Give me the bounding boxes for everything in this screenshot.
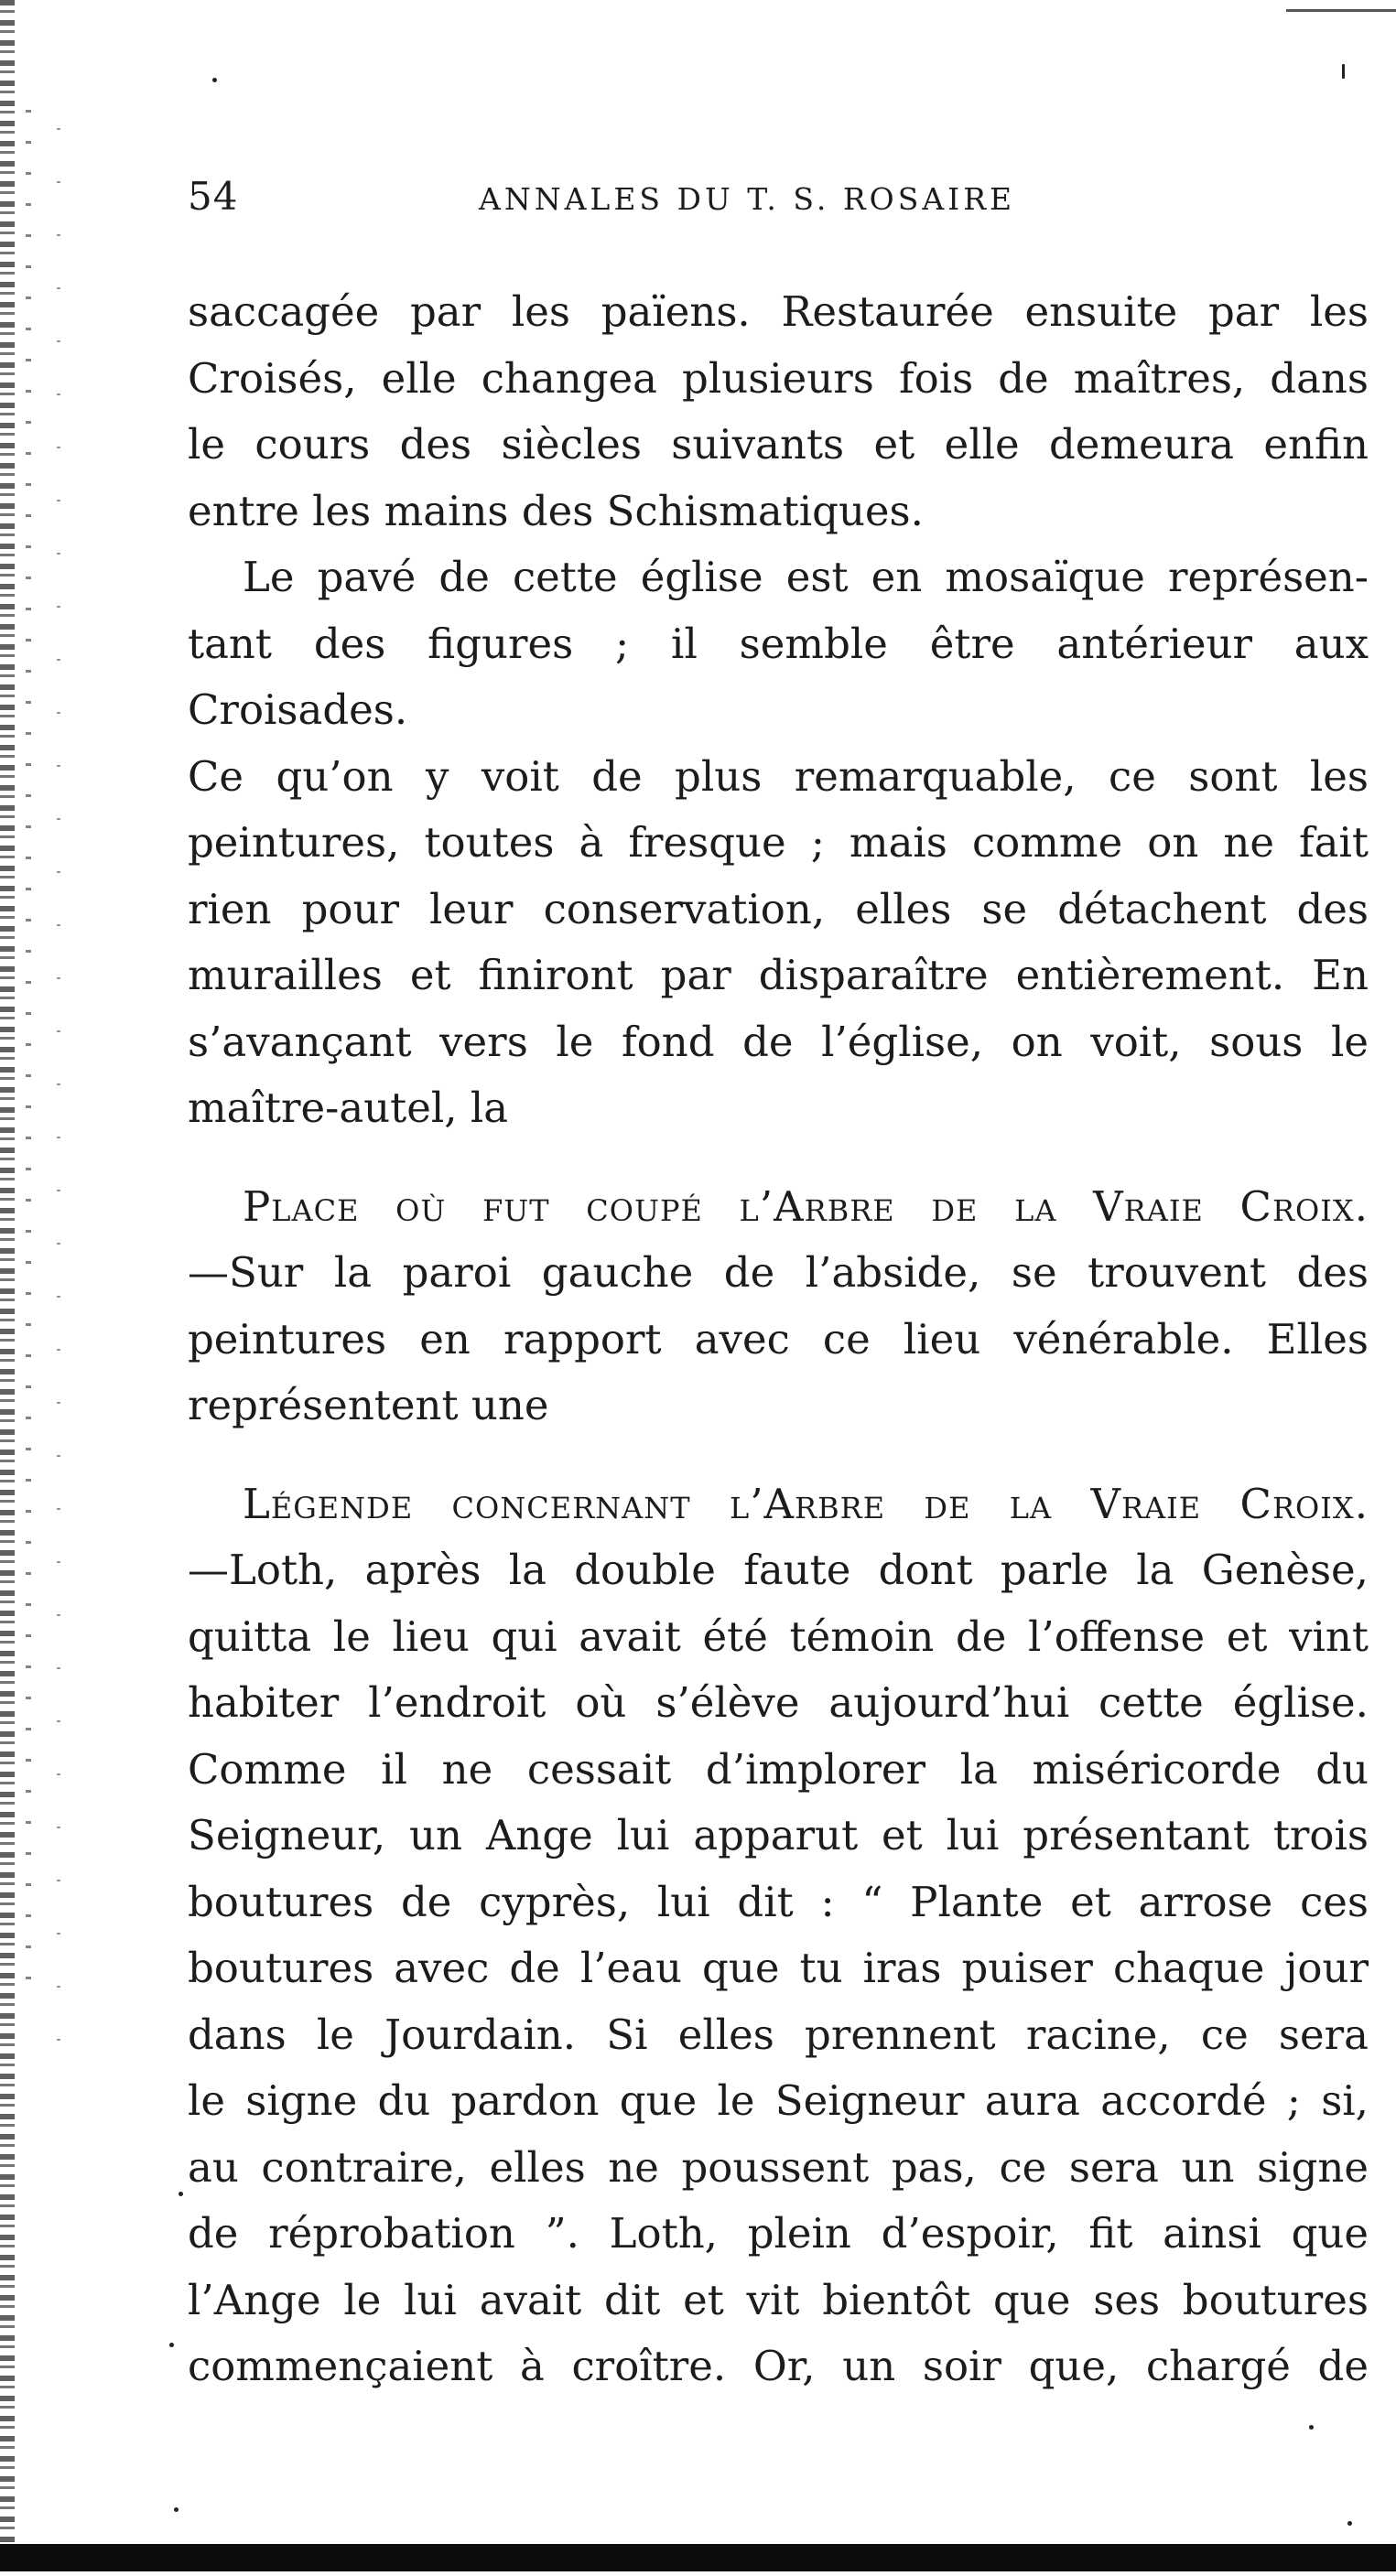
speck <box>212 78 217 82</box>
text-line: —Loth, après la double faute dont parle la Genèse, <box>188 1546 1369 1594</box>
paragraph-gap <box>188 1439 1369 1471</box>
section-heading: Place où fut coupé l’Arbre de la Vraie Croix. <box>243 1181 1369 1231</box>
margin-specks <box>26 110 31 1986</box>
text-line: Comme il ne cessait d’implorer la miséricorde du <box>188 1744 1369 1794</box>
speck <box>1342 64 1345 79</box>
speck <box>1347 2521 1352 2526</box>
text-line: peintures, toutes à fresque ; mais comme on ne fait <box>188 818 1369 867</box>
text-line: boutures de cyprès, lui dit : “ Plante et arrose ces <box>188 1877 1369 1926</box>
margin-specks-inner <box>57 128 60 2050</box>
text-line: quitta le lieu qui avait été témoin de l’offense et vint <box>188 1611 1369 1661</box>
text-line: peintures en rapport avec ce lieu vénérable. Elles <box>188 1314 1369 1363</box>
text-line: saccagée par les païens. Restaurée ensuite par les <box>188 287 1369 336</box>
text-line: murailles et finiront par disparaître entièrement. En <box>188 951 1369 999</box>
text-line: dans le Jourdain. Si elles prennent racine, ce sera <box>188 2010 1369 2059</box>
text-line: représentent une <box>188 1381 549 1429</box>
section-heading: Légende concernant l’Arbre de la Vraie Croix. <box>243 1479 1369 1528</box>
text-line: le signe du pardon que le Seigneur aura accordé ; si, <box>188 2076 1369 2125</box>
text-line: le cours des siècles suivants et elle demeura enfin <box>188 420 1369 469</box>
text-line: Croisés, elle changea plusieurs fois de maîtres, dans <box>188 353 1369 403</box>
text-line: tant des figures ; il semble être antérieur aux Croisades. <box>188 619 1369 734</box>
text-line: Seigneur, un Ange lui apparut et lui présentant trois <box>188 1811 1369 1859</box>
text-line: l’Ange le lui avait dit et vit bientôt que ses boutures <box>188 2275 1369 2324</box>
text-line: —Sur la paroi gauche de l’abside, se trouvent des <box>188 1248 1369 1297</box>
page-number: 54 <box>188 174 239 219</box>
text-line: habiter l’endroit où s’élève aujourd’hui cette église. <box>188 1678 1369 1727</box>
text-line: commençaient à croître. Or, un soir que, chargé de <box>188 2342 1369 2390</box>
speck <box>169 2343 174 2347</box>
text-line: entre les mains des Schismatiques. <box>188 486 924 535</box>
text-line: Ce qu’on y voit de plus remarquable, ce sont les <box>188 751 1369 801</box>
bottom-scan-edge <box>0 2544 1396 2571</box>
binding-edge <box>0 0 15 2576</box>
body-text <box>188 279 1369 2400</box>
text-line: maître-autel, la <box>188 1083 509 1132</box>
paragraph-gap <box>188 1142 1369 1174</box>
running-title: ANNALES DU T. S. ROSAIRE <box>479 181 1016 217</box>
page-header <box>188 174 1378 229</box>
text-line: s’avançant vers le fond de l’église, on voit, sous le <box>188 1017 1369 1066</box>
top-edge-rule <box>1286 9 1396 12</box>
text-line: au contraire, elles ne poussent pas, ce sera un signe <box>188 2142 1369 2192</box>
speck <box>174 2507 179 2512</box>
text-line: boutures avec de l’eau que tu iras puiser chaque jour <box>188 1944 1369 1992</box>
text-line: de réprobation ”. Loth, plein d’espoir, fit ainsi que <box>188 2209 1369 2258</box>
text-line: Le pavé de cette église est en mosaïque représen- <box>243 553 1369 601</box>
speck <box>1309 2425 1314 2430</box>
text-line: rien pour leur conservation, elles se détachent des <box>188 884 1369 933</box>
speck <box>179 2192 183 2196</box>
